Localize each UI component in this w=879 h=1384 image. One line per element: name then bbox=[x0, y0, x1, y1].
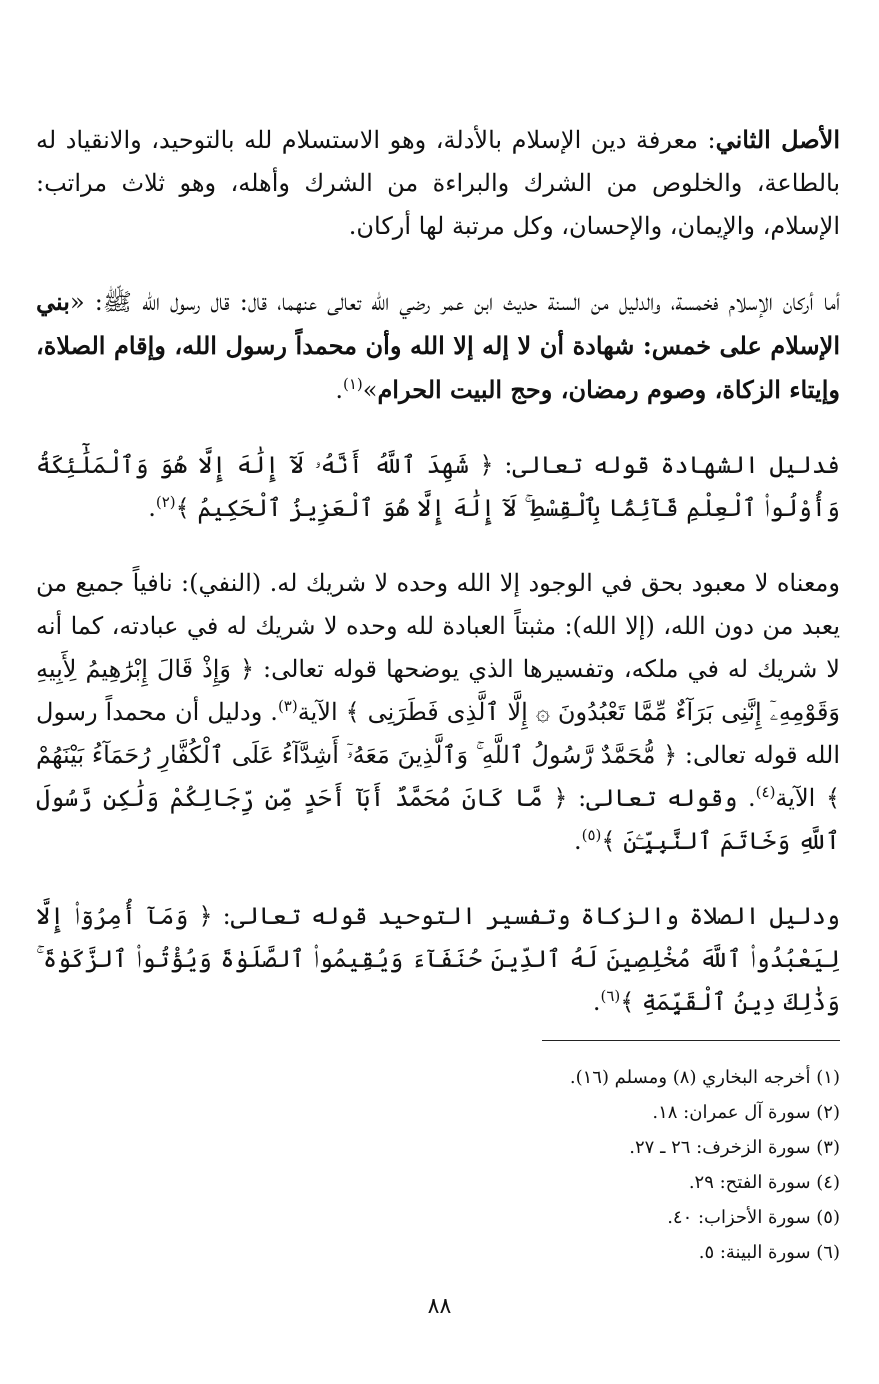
footnote-ref-6[interactable]: (٦) bbox=[600, 987, 621, 1005]
paragraph-text: : معرفة دين الإسلام بالأدلة، وهو الاستسلام لله بالتوحيد، والانقياد له بالطاعة، والخلوص من الشرك والبراءة من الشرك وأهله، وهو ثلاث مراتب: الإسلام، والإيمان، والإحسان، وكل مرتبة لها أركان. bbox=[36, 126, 840, 240]
hadith-quote: بني الإسلام على خمس: شهادة أن لا إله إلا الله وأن محمداً رسول الله، وإقام الصلاة، وإيتاء الزكاة، وصوم رمضان، وحج البيت الحرام bbox=[36, 287, 840, 404]
paragraph-lead-heading: الأصل الثاني bbox=[715, 125, 840, 154]
footnote-ref-2[interactable]: (٢) bbox=[155, 493, 176, 511]
quote-close: » bbox=[362, 376, 378, 404]
footnote-item: (٦) سورة البينة: ٥. bbox=[698, 1242, 840, 1263]
footnote-ref-3[interactable]: (٣) bbox=[277, 697, 298, 715]
footnote-item: (٣) سورة الزخرف: ٢٦ ـ ٢٧. bbox=[629, 1137, 840, 1158]
paragraph-end: . bbox=[573, 827, 582, 855]
footnotes bbox=[420, 1060, 840, 1270]
paragraph-pillars-of-islam bbox=[36, 280, 840, 412]
footnote-item: (٥) سورة الأحزاب: ٤٠. bbox=[667, 1207, 840, 1228]
paragraph-meaning bbox=[36, 562, 840, 863]
footnote-item: (٢) سورة آل عمران: ١٨. bbox=[652, 1102, 840, 1123]
page-body bbox=[36, 118, 840, 1056]
paragraph-prayer-zakat-evidence bbox=[36, 895, 840, 1024]
footnote-item: (١) أخرجه البخاري (٨) ومسلم (١٦). bbox=[569, 1067, 840, 1088]
paragraph-text: . وقوله تعالى: ﴿ مَّا كَانَ مُحَمَّدٌ أَبَآ أَحَدٍ مِّن رِّجَالِكُمْ وَلَٰكِن رَّسُولَ ٱللَّهِ وَخَاتَمَ ٱلنَّبِيِّـۧنَ ﴾ bbox=[36, 784, 840, 855]
paragraph-text: ومعناه لا معبود بحق في الوجود إلا الله وحده لا شريك له. (النفي): نافياً جميع من يعبد من دون الله، (إلا الله): مثبتاً العبادة لله وحده لا شريك له في عبادته، كما أنه لا شريك له في ملكه، وتفسيرها الذي يوضحها قوله تعالى: ﴿ وَإِذْ قَالَ إِبْرَٰهِيمُ لِأَبِيهِ وَقَوْمِهِۦٓ إِنَّنِى بَرَآءٌ مِّمَّا تَعْبُدُونَ ۞ إِلَّا ٱلَّذِى فَطَرَنِى ﴾ الآية bbox=[36, 569, 841, 726]
paragraph-text: . ودليل أن محمداً رسول الله قوله تعالى: ﴿ مُّحَمَّدٌ رَّسُولُ ٱللَّهِ ۚ وَٱلَّذِينَ مَعَهُۥٓ أَشِدَّآءُ عَلَى ٱلْكُفَّارِ رُحَمَآءُ بَيْنَهُمْ ﴾ الآية bbox=[36, 698, 840, 812]
page-number: ٨٨ bbox=[427, 1294, 452, 1319]
quran-verse: فدليل الشهادة قوله تعالى: ﴿ شَهِدَ ٱللَّهُ أَنَّهُۥ لَآ إِلَٰهَ إِلَّا هُوَ وَٱلْمَلَٰٓئِكَةُ وَأُوْلُوا۟ ٱلْعِلْمِ قَآئِمًۢا بِٱلْقِسْطِ ۚ لَآ إِلَٰهَ إِلَّا هُوَ ٱلْعَزِيزُ ٱلْحَكِيمُ ﴾ bbox=[36, 451, 840, 522]
footnote-item: (٤) سورة الفتح: ٢٩. bbox=[688, 1172, 840, 1193]
paragraph-shahada-evidence bbox=[36, 444, 840, 530]
paragraph-text: أما أركان الإسلام فخمسة، والدليل من السنة حديث ابن عمر رضي الله تعالى عنهما، قال: قال رسول الله ﷺ: « bbox=[69, 288, 840, 316]
quran-verse: ودليل الصلاة والزكاة وتفسير التوحيد قوله تعالى: ﴿ وَمَآ أُمِرُوٓا۟ إِلَّا لِيَعْبُدُوا۟ ٱللَّهَ مُخْلِصِينَ لَهُ ٱلدِّينَ حُنَفَآءَ وَيُقِيمُوا۟ ٱلصَّلَوٰةَ وَيُؤْتُوا۟ ٱلزَّكَوٰةَ ۚ وَذَٰلِكَ دِينُ ٱلْقَيِّمَةِ ﴾ bbox=[36, 902, 840, 1016]
paragraph-end: . bbox=[148, 494, 156, 522]
footnote-ref-5[interactable]: (٥) bbox=[581, 826, 602, 844]
footnote-ref-1[interactable]: (١) bbox=[342, 375, 363, 393]
footnote-ref-4[interactable]: (٤) bbox=[755, 783, 776, 801]
paragraph-end: . bbox=[592, 988, 601, 1016]
paragraph-second-principle bbox=[36, 118, 840, 248]
paragraph-end: . bbox=[335, 376, 343, 404]
footnote-divider bbox=[542, 1040, 840, 1041]
